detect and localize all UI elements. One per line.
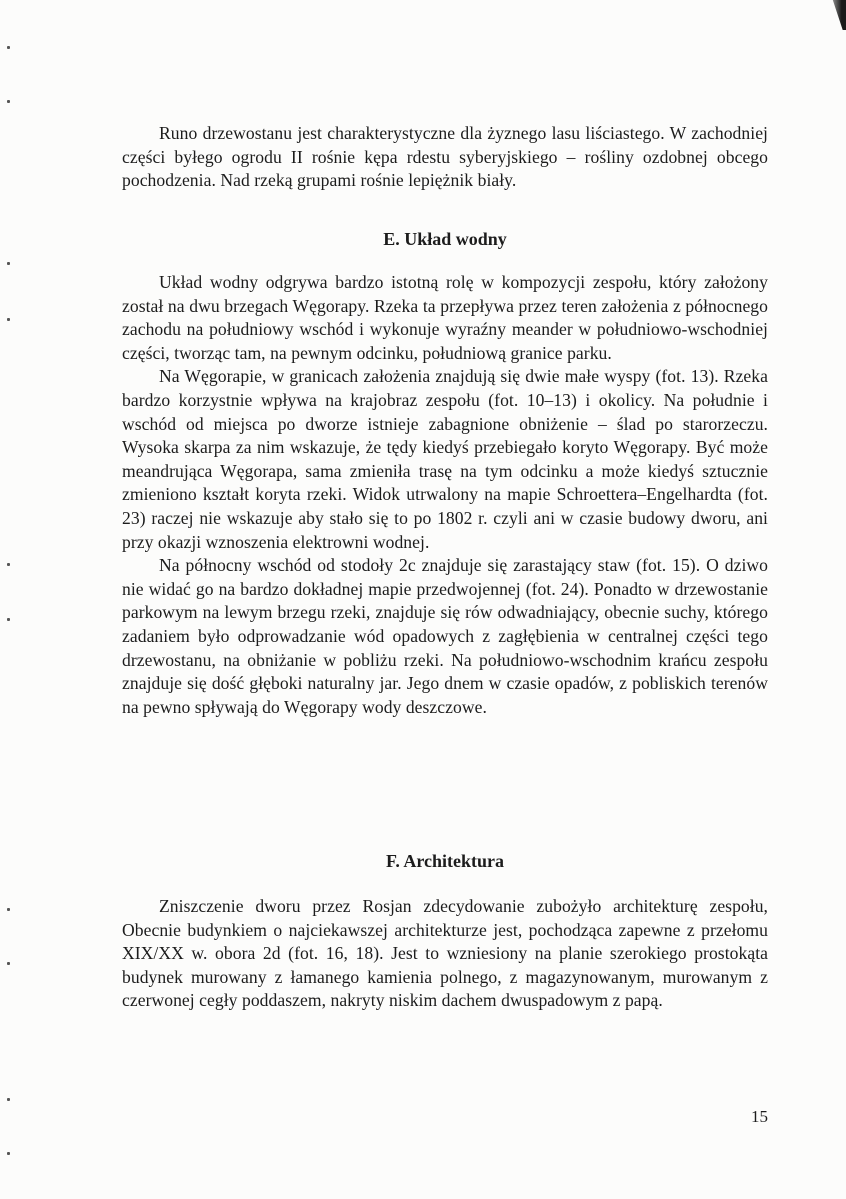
section-e-heading: E. Układ wodny: [383, 229, 507, 249]
scan-margin-mark: [7, 908, 10, 911]
section-e-paragraph-3: Na północny wschód od stodoły 2c znajduje się zarastający staw (fot. 15). O dziwo nie widać go na bardzo dokładnej mapie przedwojennej (fot. 24). Ponadto w drzewostanie parkowym na lewym brzegu rzeki, znajduje się rów odwadniający, obecnie suchy, którego zadaniem było odprowadzanie wód opadowych z zagłębienia w centralnej części tego drzewostanu, na obniżanie w pobliżu rzeki. Na południowo-wschodnim krańcu zespołu znajduje się dość głęboki naturalny jar. Jego dnem w czasie opadów, z pobliskich terenów na pewno spływają do Węgorapy wody deszczowe.: [122, 555, 768, 717]
intro-text: [122, 122, 768, 193]
section-f-paragraph-1: Zniszczenie dworu przez Rosjan zdecydowanie zubożyło architekturę zespołu, Obecnie budynkiem o najciekawszej architekturze jest, pochodząca zapewne z przełomu XIX/XX w. obora 2d (fot. 16, 18). Jest to wzniesiony na planie szerokiego prostokąta budynek murowany z łamanego kamienia polnego, z magazynowanym, murowanym z czerwonej cegły poddaszem, nakryty niskim dachem dwuspadowym z papą.: [122, 896, 768, 1011]
scan-margin-mark: [7, 618, 10, 621]
scan-margin-mark: [7, 962, 10, 965]
section-e-paragraph-2: Na Węgorapie, w granicach założenia znajdują się dwie małe wyspy (fot. 13). Rzeka bardzo korzystnie wpływa na krajobraz zespołu (fot. 10–13) i okolicy. Na południe i wschód od miejsca po dworze istnieje zabagnione obniżenie – ślad po starorzeczu. Wysoka skarpa za nim wskazuje, że tędy kiedyś przebiegało koryto Węgorapy. Być może meandrująca Węgorapa, sama zmieniła trasę na tym odcinku a może kiedyś sztucznie zmieniono kształt koryta rzeki. Widok utrwalony na mapie Schroettera–Engelhardta (fot. 23) raczej nie wskazuje aby stało się to po 1802 r. czyli ani w czasie budowy dworu, ani przy okazji wznoszenia elektrowni wodnej.: [122, 366, 768, 552]
scan-edge-shadow: [824, 0, 846, 30]
scan-margin-mark: [7, 1098, 10, 1101]
section-f-body: [122, 895, 768, 1013]
section-f-heading: F. Architektura: [385, 851, 504, 871]
scan-margin-mark: [7, 318, 10, 321]
scan-margin-mark: [7, 1152, 10, 1155]
scan-margin-mark: [7, 262, 10, 265]
scan-margin-mark: [7, 100, 10, 103]
scan-margin-mark: [7, 563, 10, 566]
section-e-body: [122, 271, 768, 719]
scan-margin-mark: [7, 46, 10, 49]
section-e-paragraph-1: Układ wodny odgrywa bardzo istotną rolę w kompozycji zespołu, który założony został na dwu brzegach Węgorapy. Rzeka ta przepływa przez teren założenia z północnego zachodu na południowy wschód i wykonuje wyraźny meander w południowo-wschodniej części, tworząc tam, na pewnym odcinku, południową granice parku.: [122, 272, 768, 363]
intro-paragraph: Runo drzewostanu jest charakterystyczne dla żyznego lasu liściastego. W zachodniej części byłego ogrodu II rośnie kępa rdestu syberyjskiego – rośliny ozdobnej obcego pochodzenia. Nad rzeką grupami rośnie lepiężnik biały.: [122, 123, 768, 191]
page-number: 15: [751, 1107, 768, 1126]
